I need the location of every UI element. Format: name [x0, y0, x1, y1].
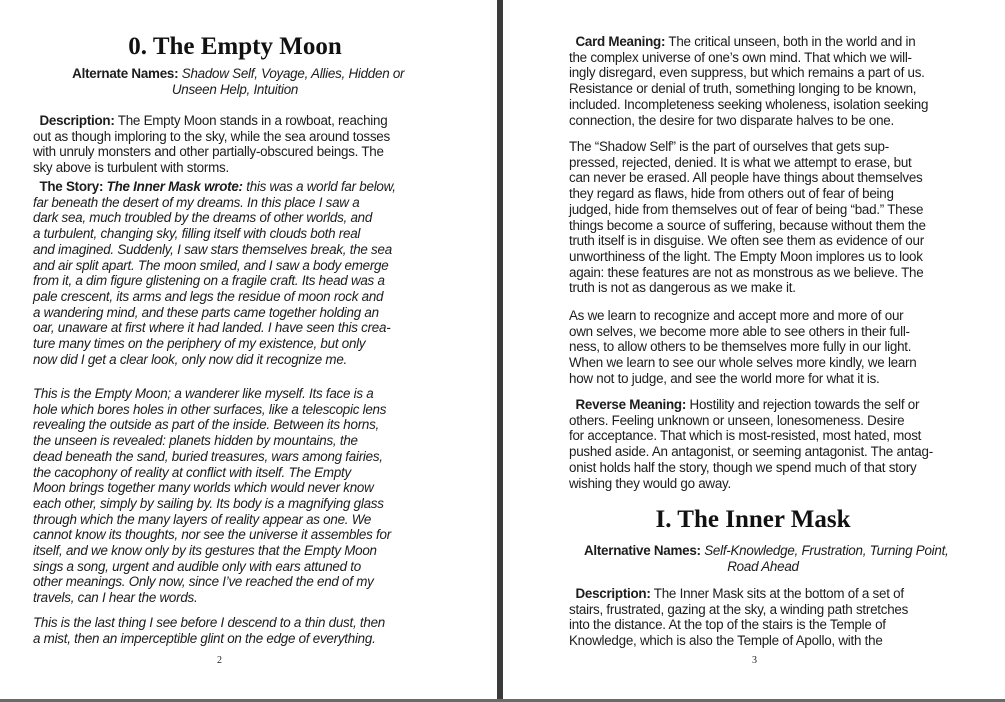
- text-line: [569, 444, 933, 460]
- text-line: [569, 586, 908, 602]
- text-line: [33, 417, 391, 433]
- story-paragraph-3: [33, 615, 385, 646]
- line-text: travels, can I hear the words.: [33, 590, 198, 606]
- text-line: [30, 66, 440, 82]
- line-text: for acceptance. That which is most-resisted, most hated, most: [569, 428, 922, 444]
- line-text: ness, to allow others to be themselves more fully in our light.: [569, 339, 912, 355]
- text-line: [33, 449, 391, 465]
- line-text: from it, a dim figure glistening on a fragile craft. Its head was a: [33, 273, 385, 289]
- text-line: [569, 218, 926, 234]
- line-text: other meanings. Only now, since I’ve reached the end of my: [33, 574, 374, 590]
- line-text: Moon brings together many worlds which would never know: [33, 480, 374, 496]
- line-text: included. Incompleteness seeking wholeness, isolation seeking: [569, 96, 929, 112]
- text-line: [569, 428, 933, 444]
- text-line: [33, 480, 391, 496]
- text-line: [569, 602, 908, 618]
- story-paragraph-2: [33, 386, 391, 606]
- text-line: [33, 160, 390, 176]
- line-text: sky above is turbulent with storms.: [33, 160, 229, 176]
- text-line: [569, 233, 926, 249]
- line-text: pressed, rejected, denied. It is what we attempt to erase, but: [569, 154, 912, 170]
- paragraph-lead: Card Meaning:: [575, 34, 666, 49]
- line-text: a mist, then an imperceptible glint on the edge of everything.: [33, 630, 376, 646]
- text-line: [33, 574, 391, 590]
- line-text: into the distance. At the top of the stairs is the Temple of: [569, 617, 886, 633]
- text-line: [33, 590, 391, 606]
- text-line: [569, 97, 928, 113]
- line-text: the cacophony of reality at conflict with itself. The Empty: [33, 464, 351, 480]
- line-text: truth itself is in disguise. We often see them as evidence of our: [569, 233, 924, 249]
- text-line: [33, 512, 391, 528]
- text-line: [33, 496, 391, 512]
- text-line: [33, 559, 391, 575]
- line-text: Knowledge, which is also the Temple of Apollo, with the: [569, 633, 883, 649]
- paragraph-lead: Alternative Names:: [583, 543, 701, 558]
- line-text: with unruly monsters and other partially-obscured beings. The: [33, 144, 384, 160]
- line-text: this was a world far below,: [242, 179, 396, 194]
- text-line: [569, 65, 928, 81]
- text-line: [569, 633, 908, 649]
- line-text: itself, and we know only by its gestures that the Empty Moon: [33, 543, 377, 559]
- alternative-names: [553, 543, 973, 574]
- line-text: things become a source of suffering, because without them the: [569, 217, 926, 233]
- text-line: [33, 631, 385, 647]
- line-text: a wandering mind, and these parts came together holding an: [33, 304, 379, 320]
- reverse-meaning-paragraph: [569, 397, 933, 491]
- line-text: sings a song, urgent and audible only with ears attuned to: [33, 558, 361, 574]
- text-line: [33, 129, 390, 145]
- line-text: revealing the outside as part of the inside. Between its horns,: [33, 417, 380, 433]
- line-text: Unseen Help, Intuition: [171, 81, 299, 97]
- card-title: 0. The Empty Moon: [128, 33, 342, 60]
- line-text: each other, simply by sailing by. Its body is a magnifying glass: [33, 495, 384, 511]
- line-text: Resistance or denial of truth, something longing to be known,: [569, 81, 917, 97]
- text-line: [569, 355, 916, 371]
- text-line: [569, 371, 916, 387]
- paragraph-lead-italic: The Inner Mask wrote:: [103, 179, 243, 194]
- line-text: hole which bores holes in other surfaces, like a telescopic lens: [33, 401, 387, 417]
- text-line: [569, 476, 933, 492]
- story-paragraph: [33, 179, 396, 367]
- line-text: far beneath the desert of my dreams. In this place I saw a: [33, 194, 360, 210]
- line-text: The Inner Mask sits at the bottom of a set of: [650, 586, 904, 601]
- text-line: [569, 397, 933, 413]
- text-line: [569, 139, 926, 155]
- line-text: connection, the desire for two disparate halves to be one.: [569, 112, 894, 128]
- text-line: [569, 50, 928, 66]
- line-text: Hostility and rejection towards the self or: [686, 397, 920, 412]
- text-line: [33, 527, 391, 543]
- line-text: others. Feeling unknown or unseen, lonesomeness. Desire: [569, 412, 905, 428]
- text-line: [33, 543, 391, 559]
- line-text: a turbulent, changing sky, filling itself with clouds both real: [33, 226, 361, 242]
- text-line: [569, 249, 926, 265]
- line-text: dead beneath the sand, buried treasures, wars among fairies,: [33, 448, 383, 464]
- line-text: how not to judge, and see the world more for what it is.: [569, 370, 880, 386]
- text-line: [569, 280, 926, 296]
- text-line: [33, 289, 396, 305]
- description-paragraph: [33, 113, 390, 176]
- line-text: ingly disregard, even suppress, but which remains a part of us.: [569, 65, 925, 81]
- line-text: When we learn to see our whole selves more kindly, we learn: [569, 355, 917, 371]
- line-text: cannot know its thoughts, nor see the universe it assembles for: [33, 527, 391, 543]
- text-line: [33, 433, 391, 449]
- paragraph-lead: The Story:: [39, 179, 104, 194]
- line-text: The critical unseen, both in the world and in: [665, 34, 916, 49]
- text-line: [33, 386, 391, 402]
- text-line: [569, 265, 926, 281]
- page-number: 3: [752, 655, 757, 666]
- left-page: [0, 0, 497, 699]
- right-page: [503, 0, 1005, 699]
- text-line: [569, 308, 916, 324]
- line-text: oar, unaware at first where it had landed. I have seen this crea-: [33, 320, 391, 336]
- text-line: [569, 34, 928, 50]
- line-text: dark sea, much troubled by the dreams of other worlds, and: [33, 210, 373, 226]
- text-line: [33, 210, 396, 226]
- line-text: unworthiness of the light. The Empty Moon implores us to look: [569, 248, 923, 264]
- line-text: onist holds half the story, though we spend much of that story: [569, 459, 917, 475]
- text-line: [569, 339, 916, 355]
- text-line: [553, 543, 973, 559]
- text-line: [33, 179, 396, 195]
- text-line: [33, 320, 396, 336]
- text-line: [33, 113, 390, 129]
- text-line: [569, 617, 908, 633]
- line-text: judged, hide from themselves out of fear of being “bad.” These: [569, 201, 924, 217]
- line-text: Road Ahead: [727, 558, 799, 574]
- text-line: [33, 402, 391, 418]
- line-text: the complex universe of one’s own mind. That which we will-: [569, 49, 912, 65]
- text-line: [33, 615, 385, 631]
- text-line: [30, 82, 440, 98]
- text-line: [569, 413, 933, 429]
- paragraph-lead: Alternate Names:: [72, 66, 179, 81]
- text-line: [569, 170, 926, 186]
- line-text: out as though imploring to the sky, while the sea around tosses: [33, 128, 390, 144]
- text-line: [33, 352, 396, 368]
- line-text: pushed aside. An antagonist, or seeming antagonist. The antag-: [569, 444, 933, 460]
- description-paragraph: [569, 586, 908, 649]
- shadow-self-paragraph: [569, 139, 926, 296]
- text-line: [569, 81, 928, 97]
- text-line: [569, 202, 926, 218]
- text-line: [33, 258, 396, 274]
- card-meaning-paragraph: [569, 34, 928, 128]
- line-text: As we learn to recognize and accept more and more of our: [569, 308, 904, 323]
- text-line: [569, 460, 933, 476]
- line-text: The Empty Moon stands in a rowboat, reaching: [114, 113, 388, 128]
- alternate-names: [30, 66, 440, 97]
- line-text: through which the many layers of reality appear as one. We: [33, 511, 372, 527]
- line-text: This is the last thing I see before I descend to a thin dust, then: [33, 615, 385, 630]
- line-text: stairs, frustrated, gazing at the sky, a winding path stretches: [569, 601, 909, 617]
- text-line: [33, 226, 396, 242]
- paragraph-lead: Description:: [575, 586, 651, 601]
- line-text: Self-Knowledge, Frustration, Turning Point,: [700, 543, 949, 558]
- page-number: 2: [217, 655, 222, 666]
- text-line: [33, 336, 396, 352]
- line-text: and air split apart. The moon smiled, and I saw a body emerge: [33, 257, 389, 273]
- paragraph-lead: Reverse Meaning:: [575, 397, 687, 412]
- text-line: [569, 155, 926, 171]
- line-text: The “Shadow Self” is the part of ourselves that gets sup-: [569, 139, 889, 154]
- line-text: Shadow Self, Voyage, Allies, Hidden or: [178, 66, 405, 81]
- text-line: [33, 305, 396, 321]
- text-line: [33, 465, 391, 481]
- text-line: [553, 559, 973, 575]
- line-text: This is the Empty Moon; a wanderer like myself. Its face is a: [33, 386, 374, 401]
- card-title: I. The Inner Mask: [655, 506, 851, 533]
- line-text: ture many times on the periphery of my existence, but only: [33, 336, 366, 352]
- text-line: [33, 242, 396, 258]
- learn-paragraph: [569, 308, 916, 387]
- line-text: truth is not as dangerous as we make it.: [569, 280, 796, 296]
- line-text: the unseen is revealed: planets hidden by mountains, the: [33, 433, 358, 449]
- line-text: again: these features are not as monstrous as we believe. The: [569, 264, 924, 280]
- line-text: now did I get a clear look, only now did it recognize me.: [33, 351, 347, 367]
- text-line: [569, 186, 926, 202]
- text-line: [569, 324, 916, 340]
- line-text: pale crescent, its arms and legs the residue of moon rock and: [33, 288, 384, 304]
- paragraph-lead: Description:: [39, 113, 115, 128]
- line-text: own selves, we become more able to see others in their full-: [569, 323, 910, 339]
- line-text: can never be erased. All people have things about themselves: [569, 170, 923, 186]
- text-line: [33, 195, 396, 211]
- line-text: wishing they would go away.: [569, 475, 731, 491]
- text-line: [33, 144, 390, 160]
- line-text: and imagined. Suddenly, I saw stars themselves break, the sea: [33, 241, 392, 257]
- text-line: [33, 273, 396, 289]
- line-text: they regard as flaws, hide from others out of fear of being: [569, 186, 894, 202]
- text-line: [569, 113, 928, 129]
